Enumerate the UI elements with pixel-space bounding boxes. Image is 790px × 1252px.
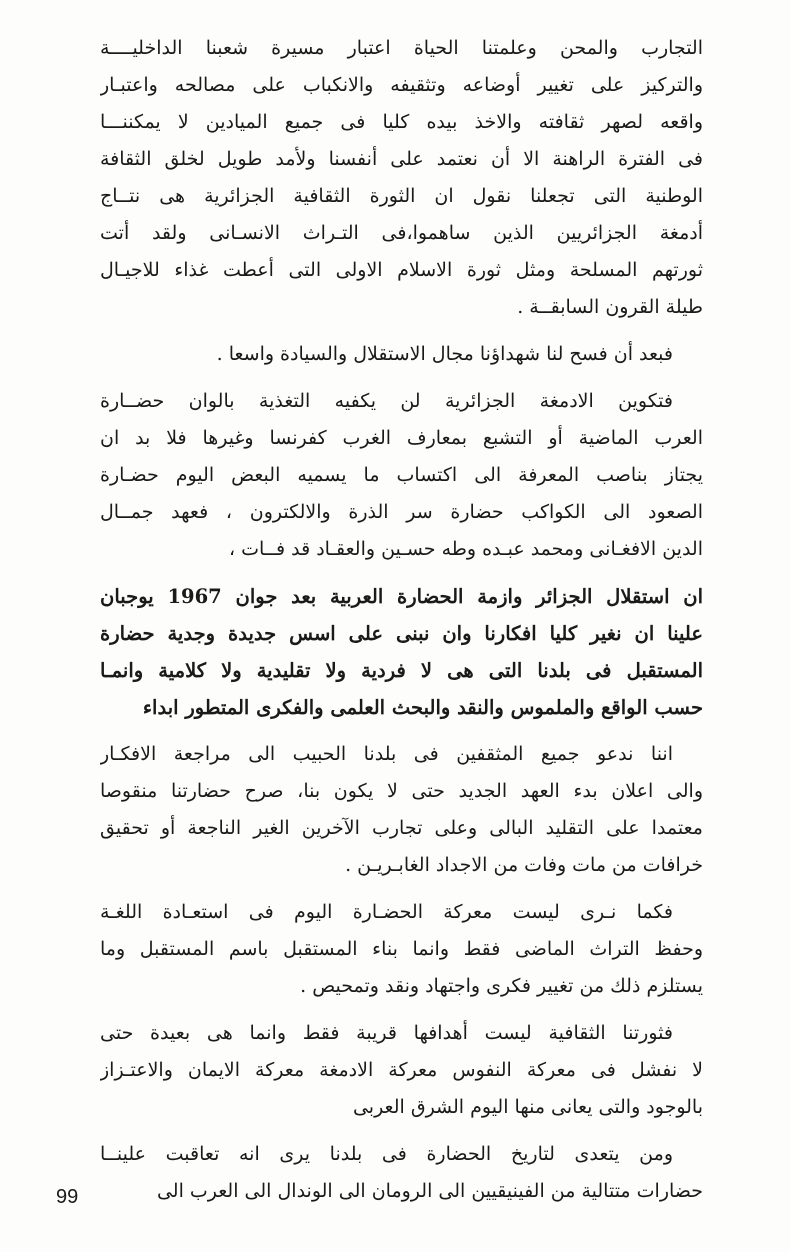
text-line: أدمغة الجزائريين الذين ساهموا،فى التـراث الانسـانى ولقد أتت xyxy=(100,222,703,244)
text-line: فتكوين الادمغة الجزائرية لن يكفيه التغذية بالوان حضــارة xyxy=(100,390,673,412)
text-line: ثورتهم المسلحة ومثل ثورة الاسلام الاولى التى أعطت غذاء للاجيـال xyxy=(100,259,703,281)
body-text xyxy=(100,30,703,1220)
paragraph xyxy=(100,894,703,1005)
text-line: والى اعلان بدء العهد الجديد حتى لا يكون بنا، صرح حضارتنا منقوصا xyxy=(100,780,703,802)
text-line: التجارب والمحن وعلمتنا الحياة اعتبار مسيرة شعبنا الداخليــــة xyxy=(100,37,703,59)
text-line: يجتاز بناصب المعرفة الى اكتساب ما يسميه البعض اليوم حضـارة xyxy=(100,464,703,486)
text-line: فكما نـرى ليست معركة الحضـارة اليوم فى استعـادة اللغـة xyxy=(100,901,673,923)
text-line: الوطنية التى تجعلنا نقول ان الثورة الثقافية الجزائرية هى نتــاج xyxy=(100,185,703,207)
text-line: معتمدا على التقليد البالى وعلى تجارب الآخرين الغير الناجعة أو تحقيق xyxy=(100,817,703,839)
paragraph xyxy=(100,336,703,373)
text-line: فثورتنا الثقافية ليست أهدافها قريبة فقط وانما هى بعيدة حتى xyxy=(100,1022,673,1044)
text-line: بالوجود والتى يعانى منها اليوم الشرق العربى xyxy=(352,1096,703,1118)
text-line: لا نفشل فى معركة النفوس معركة الادمغة معركة الايمان والاعتـزاز xyxy=(100,1059,703,1081)
text-line: يستلزم ذلك من تغيير فكرى واجتهاد ونقد وتمحيص . xyxy=(300,975,703,997)
page-number: 99 xyxy=(56,1186,79,1208)
text-line: حسب الواقع والملموس والنقد والبحث العلمى والفكرى المتطور ابداء xyxy=(142,696,703,719)
text-line: فبعد أن فسح لنا شهداؤنا مجال الاستقلال والسيادة واسعا . xyxy=(216,343,673,365)
paragraph xyxy=(100,383,703,568)
paragraph xyxy=(100,1015,703,1126)
paragraph xyxy=(100,578,703,726)
text-line: اننا ندعو جميع المثقفين فى بلدنا الحبيب الى مراجعة الافكـار xyxy=(100,743,673,765)
text-line: العرب الماضية أو التشبع بمعارف الغرب كفرنسا وغيرها فلا بد ان xyxy=(100,427,703,449)
text-line: حضارات متتالية من الفينيقيين الى الرومان الى الوندال الى العرب الى xyxy=(156,1180,703,1202)
text-line: المستقبل فى بلدنا التى هى لا فردية ولا تقليدية ولا كلامية وانمـا xyxy=(100,659,703,682)
text-line: الدين الافغـانى ومحمد عبـده وطه حسـين والعقـاد قد فــات ، xyxy=(229,538,703,560)
paragraph xyxy=(100,30,703,326)
text-line: وحفظ التراث الماضى فقط وانما بناء المستقبل باسم المستقبل وما xyxy=(100,938,703,960)
text-line: واقعه لصهر ثقافته والاخذ بيده كليا فى جميع الميادين لا يمكننـــا xyxy=(100,111,703,133)
text-line: خرافات من مات وفات من الاجداد الغابـريـن . xyxy=(345,854,703,876)
text-line: فى الفترة الراهنة الا أن نعتمد على أنفسنا ولأمد طويل لخلق الثقافة xyxy=(100,148,703,170)
text-line: الصعود الى الكواكب حضارة سر الذرة والالكترون ، فعهد جمــال xyxy=(100,501,703,523)
paragraph xyxy=(100,1136,703,1210)
text-line: علينا ان نغير كليا افكارنا وان نبنى على اسس جديدة وجدية حضارة xyxy=(100,622,703,645)
paragraph xyxy=(100,736,703,884)
text-line: والتركيز على تغيير أوضاعه وتثقيفه والانكباب على مصالحه واعتبـار xyxy=(100,74,703,96)
text-line: ان استقلال الجزائر وازمة الحضارة العربية بعد جوان 1967 يوجبان xyxy=(100,585,703,608)
text-line: طيلة القرون السابقــة . xyxy=(517,296,703,318)
text-line: ومن يتعدى لتاريخ الحضارة فى بلدنا يرى انه تعاقبت علينــا xyxy=(100,1143,673,1165)
